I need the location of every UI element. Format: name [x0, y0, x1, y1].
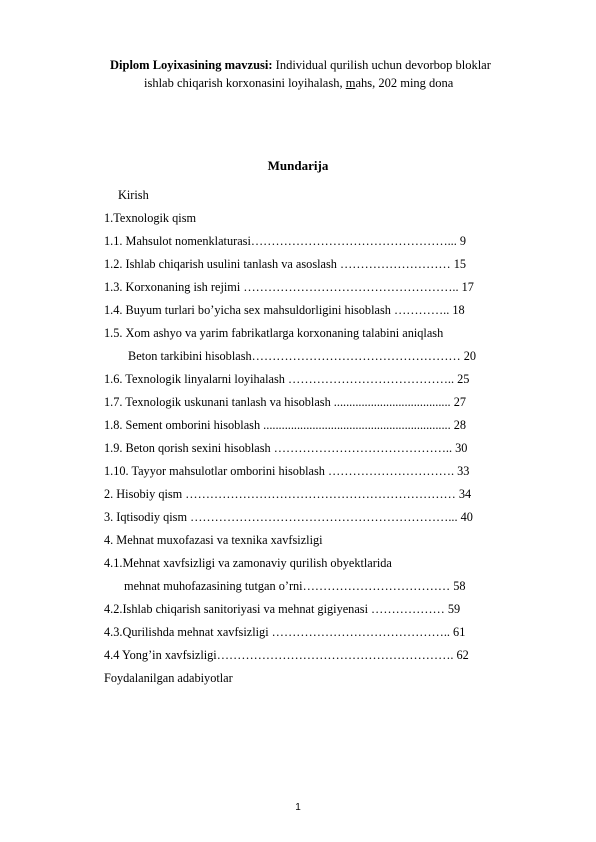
toc-entry-4-4: 4.4 Yong’in xavfsizligi…………………………………………………. 62 — [104, 648, 469, 662]
toc-entry-1-8: 1.8. Sement omborini hisoblash ............................................................. 28 — [104, 418, 467, 432]
toc-entry-1-6: 1.6. Texnologik linyalarni loyihalash ………………………………….. 25 — [104, 372, 470, 386]
thesis-topic-line-2 — [100, 74, 560, 92]
thesis-topic-text-2b: ahs, 202 ming dona — [355, 76, 454, 90]
toc-entry-1-4: 1.4. Buyum turlari bo’yicha sex mahsuldorligini hisoblash ………….. 18 — [104, 303, 465, 317]
toc-entry-4: 4. Mehnat muxofazasi va texnika xavfsizligi — [104, 533, 323, 547]
thesis-topic-text-2a: ishlab chiqarish korxonasini loyihalash, — [144, 76, 346, 90]
toc-entry-1-10: 1.10. Tayyor mahsulotlar omborini hisoblash …………………………. 33 — [104, 464, 470, 478]
thesis-topic-label: Diplom Loyixasining mavzusi: — [110, 58, 273, 72]
toc-entry-1-9: 1.9. Beton qorish sexini hisoblash …………………………………….. 30 — [104, 441, 468, 455]
toc-entry-1-5-cont: Beton tarkibini hisoblash…………………………………………… 20 — [128, 349, 477, 363]
thesis-topic-underlined: m — [345, 76, 356, 90]
toc-title: Mundarija — [267, 158, 329, 173]
toc-entry-4-1: 4.1.Mehnat xavfsizligi va zamonaviy qurilish obyektlarida — [104, 556, 392, 570]
thesis-topic — [100, 56, 560, 92]
toc-entry-4-3: 4.3.Qurilishda mehnat xavfsizligi …………………………………….. 61 — [104, 625, 466, 639]
toc-entry-2: 2. Hisobiy qism ………………………………………………………… 34 — [104, 487, 472, 501]
toc-entry-introduction: Kirish — [118, 188, 149, 202]
toc-entry-references: Foydalanilgan adabiyotlar — [104, 671, 233, 685]
thesis-topic-line-1 — [100, 56, 560, 74]
toc-entry-1-7: 1.7. Texnologik uskunani tanlash va hisoblash ...................................... 27 — [104, 395, 466, 409]
toc-entry-1-2: 1.2. Ishlab chiqarish usulini tanlash va asoslash ……………………… 15 — [104, 257, 467, 271]
toc-entry-4-2: 4.2.Ishlab chiqarish sanitoriyasi va mehnat gigiyenasi ……………… 59 — [104, 602, 461, 616]
toc-entry-1-1: 1.1. Mahsulot nomenklaturasi…………………………………………... 9 — [104, 234, 467, 248]
toc-entry-3: 3. Iqtisodiy qism ………………………………………………………... 40 — [104, 510, 473, 524]
page-number: 1 — [295, 802, 301, 813]
toc-entry-1-3: 1.3. Korxonaning ish rejimi …………………………………………….. 17 — [104, 280, 474, 294]
toc-entry-1-5: 1.5. Xom ashyo va yarim fabrikatlarga korxonaning talabini aniqlash — [104, 326, 444, 340]
toc-entry-4-1-cont: mehnat muhofazasining tutgan o’rni……………………………… 58 — [124, 579, 466, 593]
toc-entry-1: 1.Texnologik qism — [104, 211, 197, 225]
thesis-topic-text-1: Individual qurilish uchun devorbop bloklar — [272, 58, 491, 72]
